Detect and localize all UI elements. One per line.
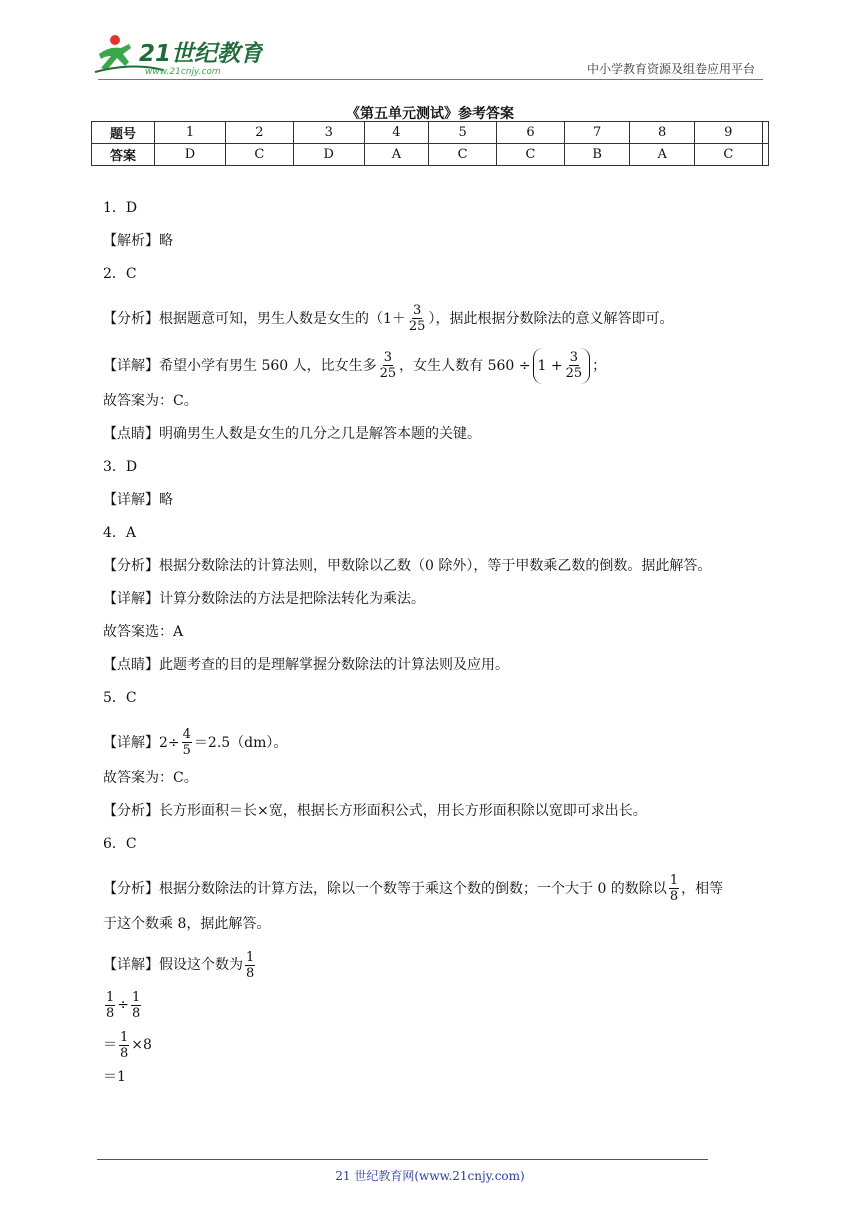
table-row-answers: [92, 144, 769, 166]
q6-heading: 6．C: [103, 836, 137, 852]
page-title: 《第五单元测试》参考答案: [346, 106, 514, 122]
q4-answer: 故答案选：A: [103, 624, 184, 640]
table-cell: 6: [497, 122, 565, 144]
answer-explanations: [103, 196, 773, 1098]
table-cell: 4: [364, 122, 428, 144]
table-cell: 1: [155, 122, 226, 144]
table-cell: 7: [564, 122, 629, 144]
q5-xiangjie: 【详解】2÷ $\frac{4}{5}$ ＝2.5（dm）。: [103, 727, 288, 758]
q2-xiangjie: 【详解】希望小学有男生 560 人，比女生多 $\frac{3}{25}$ ，女生人数有 560 ÷ 1 + $\frac{3}{25}$ ；: [103, 342, 773, 389]
fraction: $\frac{4}{5}$: [182, 727, 191, 758]
q4-fenxi: 【分析】根据分数除法的计算法则，甲数除以乙数（0 除外），等于甲数乘乙数的倒数。据此解答。: [103, 558, 712, 574]
table-cell: D: [155, 144, 226, 166]
table-cell: [762, 122, 768, 144]
header-divider: [98, 79, 763, 80]
fraction: $\frac{3}{25}$: [379, 350, 397, 381]
table-cell: [762, 144, 768, 166]
site-name: 中小学教育资源及组卷应用平台: [586, 62, 755, 76]
row-label-number: 题号: [92, 122, 155, 144]
table-cell: 2: [225, 122, 293, 144]
q2-fenxi: 【分析】根据题意可知，男生人数是女生的（1＋ $\frac{3}{25}$ ），据此根据分数除法的意义解答即可。: [103, 303, 674, 334]
q6-fenxi-line1: 【分析】根据分数除法的计算方法，除以一个数等于乘这个数的倒数；一个大于 0 的数除以 $\frac{1}{8}$ ，相等: [103, 873, 724, 904]
table-cell: C: [429, 144, 497, 166]
table-cell: 5: [429, 122, 497, 144]
fraction: $\frac{1}{8}$: [106, 989, 115, 1021]
q5-fenxi: 【分析】长方形面积＝长×宽，根据长方形面积公式，用长方形面积除以宽即可求出长。: [103, 803, 647, 819]
table-cell: A: [364, 144, 428, 166]
fraction: $\frac{1}{8}$: [669, 873, 679, 904]
page-header: [0, 0, 860, 90]
q6-calc-line3: ＝1: [103, 1069, 126, 1085]
fraction: $\frac{1}{8}$: [132, 989, 141, 1021]
q1-heading: 1．D: [103, 200, 138, 216]
fraction: $\frac{3}{25}$: [408, 303, 426, 334]
q4-xiangjie: 【详解】计算分数除法的方法是把除法转化为乘法。: [103, 591, 425, 607]
q5-answer: 故答案为：C。: [103, 770, 198, 786]
footer-link[interactable]: 21 世纪教育网(www.21cnjy.com): [335, 1169, 525, 1183]
q6-fenxi-line2: 于这个数乘 8，据此解答。: [103, 916, 271, 932]
q5-heading: 5．C: [103, 690, 137, 706]
table-cell: B: [564, 144, 629, 166]
q6-xiangjie: 【详解】假设这个数为 $\frac{1}{8}$: [103, 949, 255, 981]
table-row-numbers: [92, 122, 769, 144]
q1-jiexi: 【解析】略: [103, 233, 173, 249]
q2-heading: 2．C: [103, 266, 137, 282]
parenthesized-expression: 1 + $\frac{3}{25}$: [533, 348, 591, 384]
row-label-answer: 答案: [92, 144, 155, 166]
logo-runner-icon: [93, 32, 263, 80]
q6-calc-line2: ＝ $\frac{1}{8}$ ×8: [103, 1029, 152, 1061]
q4-dianjing: 【点睛】此题考查的目的是理解掌握分数除法的计算法则及应用。: [103, 657, 509, 673]
svg-text:21世纪教育: 21世纪教育: [139, 41, 263, 67]
answer-table: [91, 121, 769, 166]
q3-heading: 3．D: [103, 459, 138, 475]
q4-heading: 4．A: [103, 525, 137, 541]
q2-dianjing: 【点睛】明确男生人数是女生的几分之几是解答本题的关键。: [103, 426, 481, 442]
table-cell: C: [225, 144, 293, 166]
site-logo[interactable]: [93, 32, 263, 80]
table-cell: 9: [694, 122, 762, 144]
q6-calc-line1: $\frac{1}{8}$ ÷ $\frac{1}{8}$: [106, 989, 141, 1021]
fraction: $\frac{3}{25}$: [565, 350, 583, 381]
table-cell: A: [630, 144, 694, 166]
fraction: $\frac{1}{8}$: [120, 1029, 129, 1061]
table-cell: 8: [630, 122, 694, 144]
table-cell: C: [694, 144, 762, 166]
footer-divider: [97, 1159, 708, 1160]
table-cell: C: [497, 144, 565, 166]
q3-xiangjie: 【详解】略: [103, 492, 173, 508]
fraction: $\frac{1}{8}$: [246, 949, 255, 981]
table-cell: 3: [293, 122, 364, 144]
table-cell: D: [293, 144, 364, 166]
q2-answer: 故答案为：C。: [103, 393, 198, 409]
svg-text:www.21cnjy.com: www.21cnjy.com: [145, 67, 221, 77]
